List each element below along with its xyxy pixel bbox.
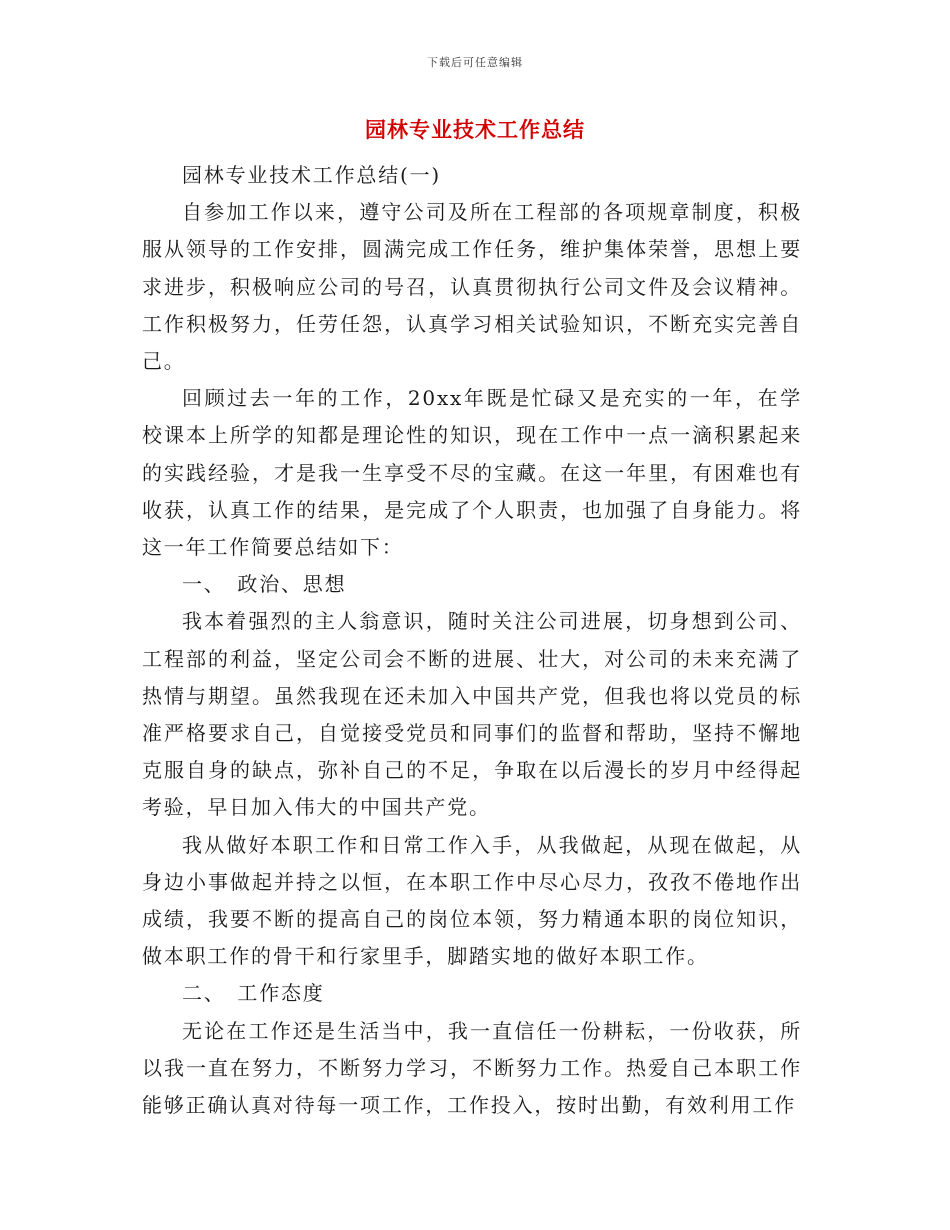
paragraph-duty: 我从做好本职工作和日常工作入手，从我做起，从现在做起，从身边小事做起并持之以恒，在本职工作中尽心尽力，孜孜不倦地作出成绩，我要不断的提高自己的岗位本领，努力精通本职的岗位知识，做本职工作的骨干和行家里手，脚踏实地的做好本职工作。 xyxy=(142,832,802,969)
header-note: 下载后可任意编辑 xyxy=(427,56,523,69)
document-title: 园林专业技术工作总结 xyxy=(365,117,585,142)
section-subtitle: 园林专业技术工作总结(一) xyxy=(182,163,442,187)
paragraph-attitude: 无论在工作还是生活当中，我一直信任一份耕耘，一份收获，所以我一直在努力，不断努力学习，不断努力工作。热爱自己本职工作能够正确认真对待每一项工作，工作投入，按时出勤，有效利用工作 xyxy=(142,1018,802,1118)
section-heading-politics: 一、 政治、思想 xyxy=(182,572,347,597)
paragraph-review: 回顾过去一年的工作，20xx年既是忙碌又是充实的一年，在学校课本上所学的知都是理论性的知识，现在工作中一点一滴积累起来的实践经验，才是我一生享受不尽的宝藏。在这一年里，有困难也有收获，认真工作的结果，是完成了个人职责，也加强了自身能力。将这一年工作简要总结如下： xyxy=(142,386,802,560)
section-heading-attitude: 二、 工作态度 xyxy=(182,981,325,1006)
document-body xyxy=(142,157,802,1124)
paragraph-intro: 自参加工作以来，遵守公司及所在工程部的各项规章制度，积极服从领导的工作安排，圆满完成工作任务，维护集体荣誉，思想上要求进步，积极响应公司的号召，认真贯彻执行公司文件及会议精神。工作积极努力，任劳任怨，认真学习相关试验知识，不断充实完善自己。 xyxy=(142,200,802,374)
paragraph-politics: 我本着强烈的主人翁意识，随时关注公司进展，切身想到公司、工程部的利益，坚定公司会不断的进展、壮大，对公司的未来充满了热情与期望。虽然我现在还未加入中国共产党，但我也将以党员的标准严格要求自己，自觉接受党员和同事们的监督和帮助，坚持不懈地克服自身的缺点，弥补自己的不足，争取在以后漫长的岁月中经得起考验，早日加入伟大的中国共产党。 xyxy=(142,609,802,820)
